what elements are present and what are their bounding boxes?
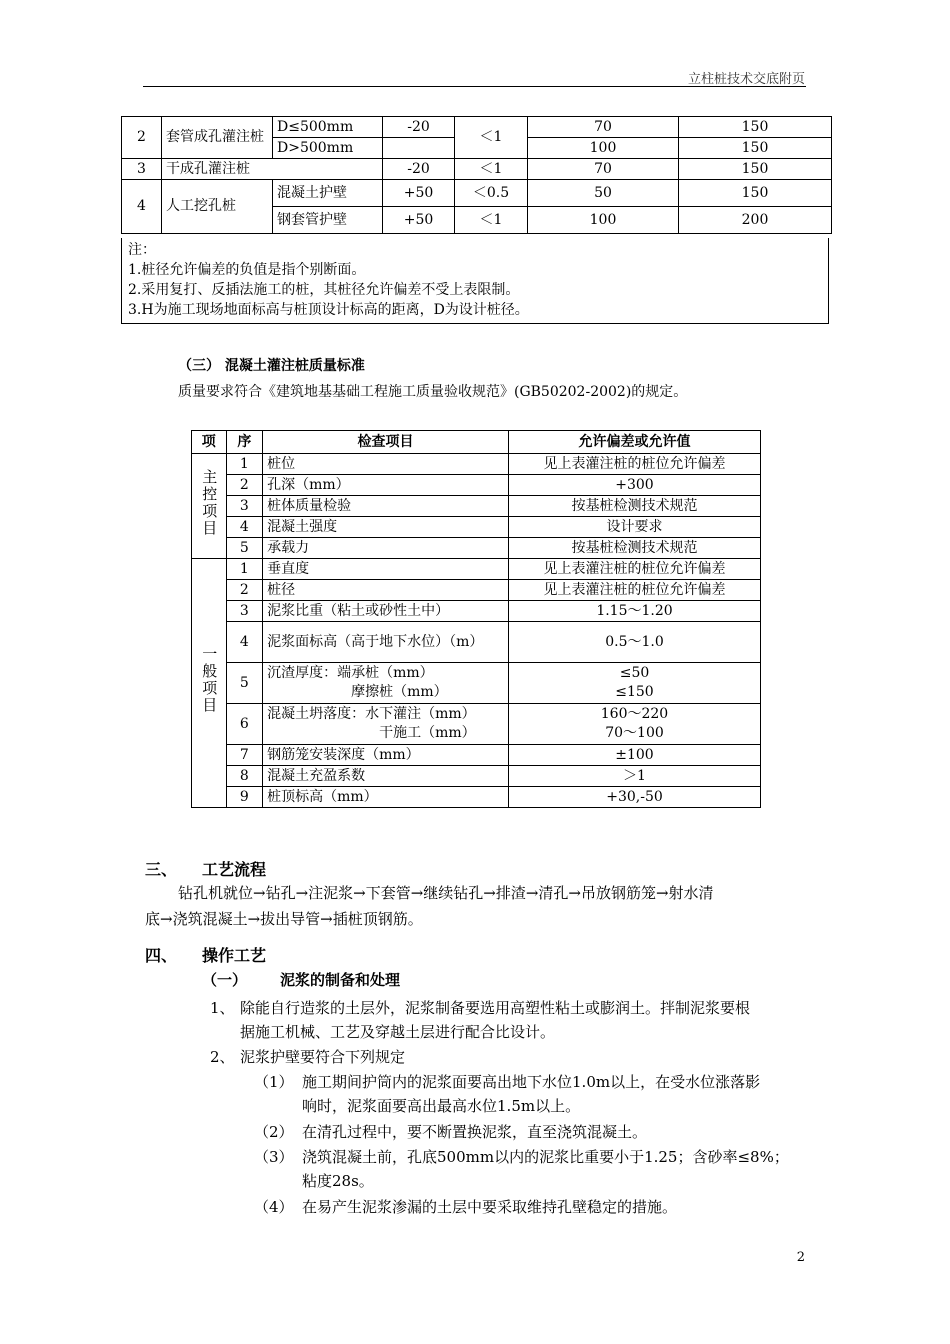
section-title-concrete-quality: （三） 混凝土灌注桩质量标准 [178,358,365,374]
section-intro: 质量要求符合《建筑地基基础工程施工质量验收规范》(GB50202-2002)的规定。 [178,384,688,400]
table-row: 8 混凝土充盈系数 ＞1 [192,766,761,787]
para-1-line1: 除能自行造浆的土层外，泥浆制备要选用高塑性粘土或膨润土。拌制泥浆要根 [240,999,751,1017]
table-row: 钢套管护壁 +50 ＜1 100 200 [122,207,832,234]
item-4-line1: 在易产生泥浆渗漏的土层中要采取维持孔壁稳定的措施。 [302,1198,678,1216]
pile-diameter-tolerance-table [121,116,832,234]
item-1-line2: 响时，泥浆面要高出最高水位1.5m以上。 [302,1097,581,1115]
table-row: 2 桩径 见上表灌注桩的桩位允许偏差 [192,580,761,601]
page-number: 2 [796,1250,805,1265]
table-row: 9 桩顶标高（mm） +30,-50 [192,787,761,808]
table-row: 4 泥浆面标高（高于地下水位）（m） 0.5～1.0 [192,622,761,663]
table-row: 3 桩体质量检验 按基桩检测技术规范 [192,496,761,517]
para-1-line2: 据施工机械、工艺及穿越土层进行配合比设计。 [240,1023,556,1041]
quality-standard-table [191,430,761,808]
table-row: 3 干成孔灌注桩 -20 ＜1 70 150 [122,159,832,180]
process-text-line2: 底→浇筑混凝土→拔出导管→插桩顶钢筋。 [145,910,423,928]
table-row: 主控项目 1 桩位 见上表灌注桩的桩位允许偏差 [192,454,761,475]
header-rule [143,86,806,87]
table-row: 5 沉渣厚度：端承桩（mm） 摩擦桩（mm） ≤50 ≤150 [192,663,761,704]
para-number: 1、 [210,999,235,1017]
group-label-general: 一般项目 [200,646,219,714]
process-text-line1: 钻孔机就位→钻孔→注泥浆→下套管→继续钻孔→排渣→清孔→吊放钢筋笼→射水清 [178,884,714,902]
table-row: 5 承载力 按基桩检测技术规范 [192,538,761,559]
table-row: 3 泥浆比重（粘土或砂性土中） 1.15～1.20 [192,601,761,622]
table-row: 4 人工挖孔桩 混凝土护壁 +50 ＜0.5 50 150 [122,180,832,207]
item-2-line1: 在清孔过程中，要不断置换泥浆，直至浇筑混凝土。 [302,1123,648,1141]
table-row: 2 孔深（mm） +300 [192,475,761,496]
item-number: （2） [254,1123,294,1141]
item-3-line2: 粘度28s。 [302,1172,374,1190]
item-1-line1: 施工期间护筒内的泥浆面要高出地下水位1.0m以上，在受水位涨落影 [302,1073,761,1091]
section-title-process: 工艺流程 [202,860,267,879]
section-number: 四、 [145,946,178,965]
table-row: 一般项目 1 垂直度 见上表灌注桩的桩位允许偏差 [192,559,761,580]
table-row: 4 混凝土强度 设计要求 [192,517,761,538]
table-row: D>500mm 100 150 [122,138,832,159]
item-number: （4） [254,1198,294,1216]
table-notes: 注： 1.桩径允许偏差的负值是指个别断面。 2.采用复打、反插法施工的桩，其桩径允许偏差不受上表限制。 3.H为施工现场地面标高与桩顶设计标高的距离，D为设计桩径。 [121,238,829,324]
table-row: 2 套管成孔灌注桩 D≤500mm -20 ＜1 70 150 [122,117,832,138]
table-header-row: 项 序 检查项目 允许偏差或允许值 [192,431,761,454]
para-2: 泥浆护壁要符合下列规定 [240,1048,406,1066]
table-row: 7 钢筋笼安装深度（mm） ±100 [192,745,761,766]
group-label-main: 主控项目 [200,469,219,537]
item-number: （1） [254,1073,294,1091]
subsection-number: （一） [202,971,248,989]
section-title-operation: 操作工艺 [202,946,267,965]
table-row: 6 混凝土坍落度：水下灌注（mm） 干施工（mm） 160～220 70～100 [192,704,761,745]
item-3-line1: 浇筑混凝土前，孔底500mm以内的泥浆比重要小于1.25；含砂率≤8%； [302,1148,789,1166]
item-number: （3） [254,1148,294,1166]
page-header-title: 立柱桩技术交底附页 [687,72,805,87]
section-number: 三、 [145,860,178,879]
para-number: 2、 [210,1048,235,1066]
subsection-title: 泥浆的制备和处理 [280,971,401,989]
